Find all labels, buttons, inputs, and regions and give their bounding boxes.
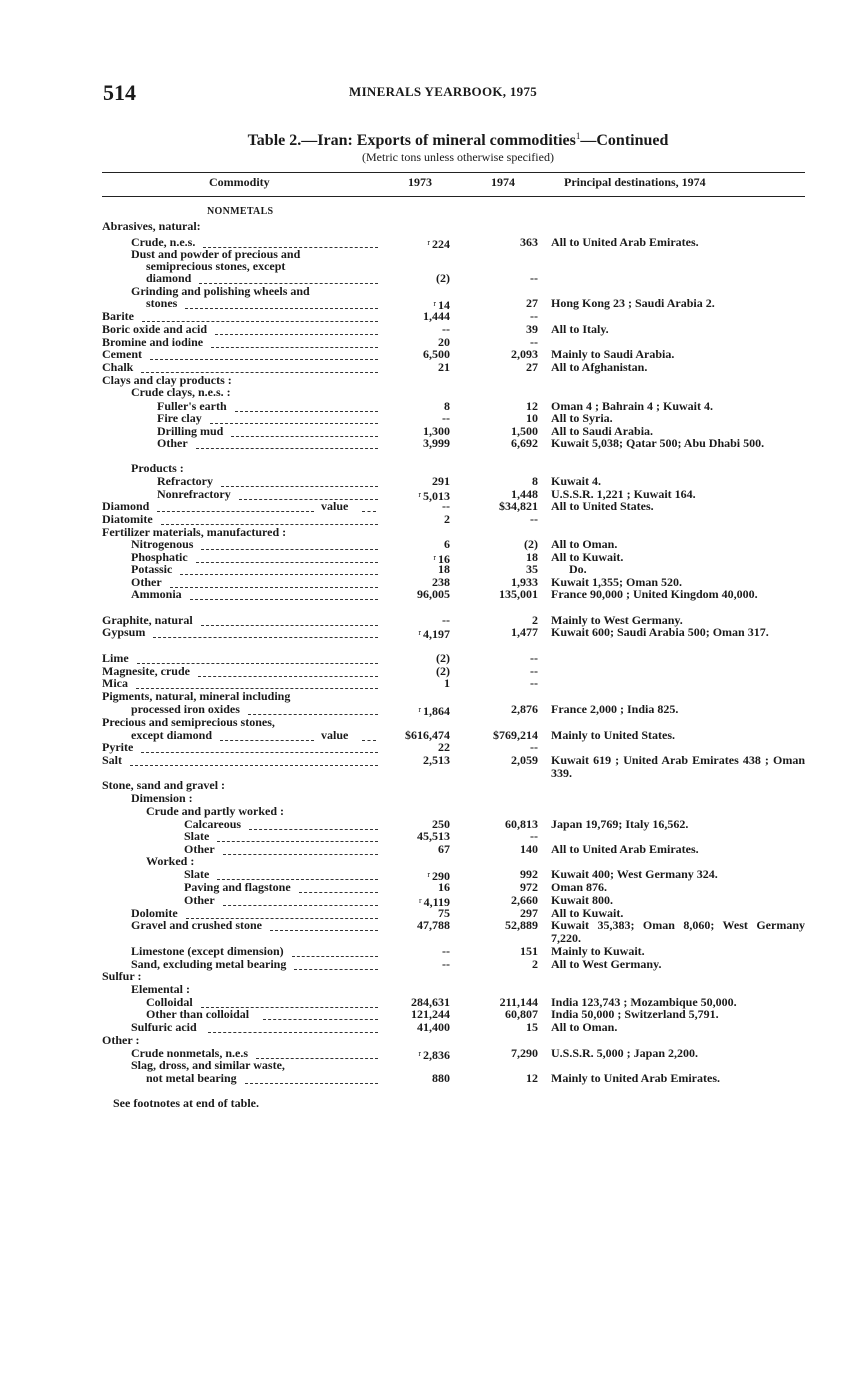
revised-marker: r xyxy=(433,553,436,562)
value-1974: 18 xyxy=(526,550,538,564)
value-1974: 12 xyxy=(526,1071,538,1085)
row-label: Refractory xyxy=(157,474,213,488)
value-1974: 1,477 xyxy=(511,625,538,639)
row-label: Chalk xyxy=(102,360,134,374)
value-1974: 6,692 xyxy=(511,436,538,450)
leader-dots xyxy=(210,414,378,424)
destination: Kuwait 800. xyxy=(551,893,614,907)
value-1974: -- xyxy=(530,829,538,843)
destination: All to United States. xyxy=(551,499,654,513)
destination: U.S.S.R. 1,221 ; Kuwait 164. xyxy=(551,487,696,501)
leader-dots xyxy=(292,947,378,957)
section-heading: NONMETALS xyxy=(207,206,274,217)
leader-dots xyxy=(141,363,378,373)
row-label: Mica xyxy=(102,676,128,690)
value-1973-text: 4,119 xyxy=(423,895,450,909)
row-label: Abrasives, natural: xyxy=(102,219,201,233)
row-label: Other xyxy=(157,436,188,450)
value-1974: 297 xyxy=(520,906,538,920)
row-label: Paving and flagstone xyxy=(184,880,291,894)
row-label: stones xyxy=(146,296,178,310)
leader-dots xyxy=(196,439,378,449)
destination: U.S.S.R. 5,000 ; Japan 2,200. xyxy=(551,1046,699,1060)
row-label: Fire clay xyxy=(157,411,202,425)
value-1973-text: 5,013 xyxy=(423,489,450,503)
row-label: Other than colloidal xyxy=(146,1007,250,1021)
leader-dots xyxy=(249,820,378,830)
row-label: Gypsum xyxy=(102,625,146,639)
value-1973 xyxy=(370,475,450,488)
row-label: Dolomite xyxy=(131,906,178,920)
destination: All to Kuwait. xyxy=(551,550,624,564)
value-1973-text: 284,631 xyxy=(411,995,450,1009)
value-1974: 211,144 xyxy=(499,995,538,1009)
destination: Kuwait 4. xyxy=(551,474,602,488)
row-label: Fuller's earth xyxy=(157,399,227,413)
value-1973 xyxy=(370,310,450,323)
destination: India 123,743 ; Mozambique 50,000. xyxy=(551,995,737,1009)
leader-dots xyxy=(223,896,378,906)
row-label: Bromine and iodine xyxy=(102,335,204,349)
value-1973-text: 67 xyxy=(438,842,450,856)
value-1973 xyxy=(370,754,450,767)
value-1974: 363 xyxy=(520,235,538,249)
row-label: Colloidal xyxy=(146,995,193,1009)
header-commodity: Commodity xyxy=(209,175,270,189)
value-1973-text: 16 xyxy=(438,552,450,566)
destination: All to Syria. xyxy=(551,411,613,425)
value-1973-text: -- xyxy=(442,944,450,958)
leader-dots xyxy=(239,490,378,500)
value-1974: -- xyxy=(530,271,538,285)
row-label: except diamond xyxy=(131,728,212,742)
leader-dots xyxy=(196,553,378,563)
destination: France 2,000 ; India 825. xyxy=(551,702,679,716)
leader-dots xyxy=(208,1023,378,1033)
destination: Kuwait 5,038; Qatar 500; Abu Dhabi 500. xyxy=(551,436,765,450)
value-1974: 1,448 xyxy=(511,487,538,501)
row-label: Crude, n.e.s. xyxy=(131,235,196,249)
row-label: Diamond xyxy=(102,499,150,513)
destination: Mainly to West Germany. xyxy=(551,613,683,627)
value-1973-text: -- xyxy=(442,499,450,513)
running-title: MINERALS YEARBOOK, 1975 xyxy=(349,84,538,99)
leader-dots xyxy=(211,338,378,348)
leader-dots xyxy=(185,299,378,309)
leader-dots xyxy=(220,731,314,741)
row-label: Boric oxide and acid xyxy=(102,322,208,336)
value-1973-text: 16 xyxy=(438,880,450,894)
leader-dots xyxy=(199,274,378,284)
row-label: Worked : xyxy=(146,854,195,868)
row-label: Other : xyxy=(102,1033,140,1047)
value-1974: 2,876 xyxy=(511,702,538,716)
leader-dots xyxy=(294,960,378,970)
value-1973 xyxy=(370,588,450,601)
leader-dots xyxy=(157,502,314,512)
value-1974: (2) xyxy=(524,537,538,551)
value-1974: -- xyxy=(530,664,538,678)
value-1974: 35 xyxy=(526,562,538,576)
value-1973-text: 8 xyxy=(444,399,450,413)
leader-dots xyxy=(263,1010,378,1020)
value-1973 xyxy=(370,500,450,513)
row-label: Grinding and polishing wheels and xyxy=(131,284,310,298)
value-1973 xyxy=(370,361,450,374)
value-1974: -- xyxy=(530,309,538,323)
row-label: Slate xyxy=(184,829,210,843)
row-label: processed iron oxides xyxy=(131,702,240,716)
destination: Oman 876. xyxy=(551,880,608,894)
value-1974: -- xyxy=(530,651,538,665)
value-1973 xyxy=(370,958,450,971)
row-label: Fertilizer materials, manufactured : xyxy=(102,525,287,539)
row-label: Diatomite xyxy=(102,512,153,526)
value-1973-text: 6,500 xyxy=(423,347,450,361)
table-title xyxy=(0,131,866,150)
row-label: Pigments, natural, mineral including xyxy=(102,689,291,703)
header-bottom-rule xyxy=(102,196,805,197)
leader-dots xyxy=(190,590,378,600)
leader-dots xyxy=(215,325,378,335)
destination: All to Oman. xyxy=(551,537,618,551)
leader-dots xyxy=(235,402,378,412)
row-label: Calcareous xyxy=(184,817,242,831)
destination: Kuwait 600; Saudi Arabia 500; Oman 317. xyxy=(551,625,769,639)
value-1974: -- xyxy=(530,676,538,690)
leader-dots xyxy=(248,705,378,715)
header-1974: 1974 xyxy=(491,175,515,189)
row-label: Cement xyxy=(102,347,142,361)
row-label: Elemental : xyxy=(131,982,190,996)
leader-dots xyxy=(142,312,378,322)
destination: Oman 4 ; Bahrain 4 ; Kuwait 4. xyxy=(551,399,714,413)
value-1973-text: 224 xyxy=(432,237,450,251)
leader-dots xyxy=(270,921,378,931)
value-1973 xyxy=(370,437,450,450)
value-1973-text: 291 xyxy=(432,474,450,488)
value-1974: 135,001 xyxy=(499,587,538,601)
leader-dots xyxy=(198,667,378,677)
leader-dots xyxy=(180,565,378,575)
leader-dots xyxy=(141,743,378,753)
value-1973-text: 1,300 xyxy=(423,424,450,438)
value-1974: 2,660 xyxy=(511,893,538,907)
leader-dots xyxy=(217,870,378,880)
value-1973-text: 14 xyxy=(438,298,450,312)
row-label: Barite xyxy=(102,309,134,323)
value-1974: 2 xyxy=(532,613,538,627)
value-1974: $769,214 xyxy=(493,728,538,742)
row-label: Graphite, natural xyxy=(102,613,193,627)
revised-marker: r xyxy=(418,1049,421,1058)
value-1973-text: 21 xyxy=(438,360,450,374)
row-label: Limestone (except dimension) xyxy=(131,944,284,958)
header-top-rule xyxy=(102,172,805,173)
value-1973 xyxy=(370,1021,450,1034)
table-title-main: Table 2.—Iran: Exports of mineral commodities xyxy=(247,132,576,149)
destination: All to Kuwait. xyxy=(551,906,624,920)
leader-dots xyxy=(223,845,378,855)
value-1973-text: 121,244 xyxy=(411,1007,450,1021)
destination: All to United Arab Emirates. xyxy=(551,842,699,856)
value-1973-text: 2,513 xyxy=(423,753,450,767)
value-1974: 140 xyxy=(520,842,538,856)
value-1973-text: -- xyxy=(442,957,450,971)
destination: All to Saudi Arabia. xyxy=(551,424,654,438)
value-1974: 2 xyxy=(532,957,538,971)
unit-label: value xyxy=(321,499,349,513)
leader-dots xyxy=(245,1074,378,1084)
row-label: Sulfuric acid xyxy=(131,1020,197,1034)
value-1973-text: -- xyxy=(442,613,450,627)
row-label: Ammonia xyxy=(131,587,182,601)
header-destinations: Principal destinations, 1974 xyxy=(564,175,706,189)
destination: Hong Kong 23 ; Saudi Arabia 2. xyxy=(551,296,715,310)
row-label: Precious and semiprecious stones, xyxy=(102,715,275,729)
value-1974: $34,821 xyxy=(499,499,538,513)
row-label: Dust and powder of precious and xyxy=(131,247,301,261)
destination: Mainly to United Arab Emirates. xyxy=(551,1071,720,1085)
destination: Kuwait 619 ; United Arab Emirates 438 ; Oman 339. xyxy=(551,753,805,780)
value-1973-text: 4,197 xyxy=(423,627,450,641)
value-1973 xyxy=(370,945,450,958)
value-1973-text: 75 xyxy=(438,906,450,920)
destination: France 90,000 ; United Kingdom 40,000. xyxy=(551,587,758,601)
value-1974: 1,500 xyxy=(511,424,538,438)
row-label: Dimension : xyxy=(131,791,193,805)
destination: Mainly to Kuwait. xyxy=(551,944,645,958)
destination: Kuwait 35,383; Oman 8,060; West Germany 7,220. xyxy=(551,918,805,945)
value-1973 xyxy=(370,538,450,551)
leader-dots xyxy=(153,628,378,638)
leader-dots xyxy=(201,616,378,626)
value-1973-text: 1 xyxy=(444,676,450,690)
row-label: Slag, dross, and similar waste, xyxy=(131,1058,285,1072)
value-1973-text: 96,005 xyxy=(417,587,450,601)
value-1973-text: 238 xyxy=(432,575,450,589)
destination: All to United Arab Emirates. xyxy=(551,235,699,249)
row-label: Products : xyxy=(131,461,184,475)
unit-label: value xyxy=(321,728,349,742)
row-label: Crude and partly worked : xyxy=(146,804,285,818)
value-1974: 27 xyxy=(526,360,538,374)
destination: India 50,000 ; Switzerland 5,791. xyxy=(551,1007,719,1021)
value-1973-text: 22 xyxy=(438,740,450,754)
revised-marker: r xyxy=(427,870,430,879)
row-label: Other xyxy=(184,893,215,907)
destination: Do. xyxy=(551,562,587,576)
row-label: Phosphatic xyxy=(131,550,188,564)
value-1974: 972 xyxy=(520,880,538,894)
row-label: Crude clays, n.e.s. : xyxy=(131,385,231,399)
value-1973 xyxy=(370,236,450,251)
value-1973-text: (2) xyxy=(436,271,450,285)
row-label: semiprecious stones, except xyxy=(146,259,286,273)
value-1974: 15 xyxy=(526,1020,538,1034)
leader-dots xyxy=(150,350,378,360)
value-1974: -- xyxy=(530,740,538,754)
value-1974: 52,889 xyxy=(505,918,538,932)
value-1973-text: 1,864 xyxy=(423,704,450,718)
leader-dots xyxy=(170,578,378,588)
row-label: Gravel and crushed stone xyxy=(131,918,263,932)
value-1973-text: (2) xyxy=(436,651,450,665)
destination: All to West Germany. xyxy=(551,957,662,971)
value-1973-text: (2) xyxy=(436,664,450,678)
value-1973-text: 41,400 xyxy=(417,1020,450,1034)
row-label: Salt xyxy=(102,753,123,767)
leader-dots xyxy=(299,883,378,893)
value-1974: 60,813 xyxy=(505,817,538,831)
value-1973-text: 1,444 xyxy=(423,309,450,323)
revised-marker: r xyxy=(433,299,436,308)
leader-dots xyxy=(137,654,378,664)
value-1973-text: 250 xyxy=(432,817,450,831)
value-1973 xyxy=(370,513,450,526)
row-label: Clays and clay products : xyxy=(102,373,232,387)
value-1974: 7,290 xyxy=(511,1046,538,1060)
value-1974: -- xyxy=(530,335,538,349)
value-1973 xyxy=(370,843,450,856)
value-1974: 1,933 xyxy=(511,575,538,589)
value-1973 xyxy=(370,272,450,285)
value-1973-text: -- xyxy=(442,411,450,425)
row-label: Lime xyxy=(102,651,129,665)
row-label: Pyrite xyxy=(102,740,134,754)
value-1973 xyxy=(370,881,450,894)
destination: All to Afghanistan. xyxy=(551,360,648,374)
revised-marker: r xyxy=(418,490,421,499)
revised-marker: r xyxy=(418,705,421,714)
value-1973-text: 20 xyxy=(438,335,450,349)
row-label: Crude nonmetals, n.e.s xyxy=(131,1046,249,1060)
destination: All to Italy. xyxy=(551,322,609,336)
row-label: Other xyxy=(131,575,162,589)
value-1973 xyxy=(370,626,450,641)
leader-dots xyxy=(231,427,378,437)
row-label: Potassic xyxy=(131,562,173,576)
leader-dots xyxy=(136,679,378,689)
row-label: Sulfur : xyxy=(102,969,142,983)
destination: Mainly to United States. xyxy=(551,728,675,742)
leader-dots xyxy=(217,832,378,842)
value-1973 xyxy=(370,1072,450,1085)
value-1974: 992 xyxy=(520,867,538,881)
leader-dots xyxy=(221,477,378,487)
table-title-suffix: —Continued xyxy=(580,132,669,149)
header-1973: 1973 xyxy=(408,175,432,189)
table-title-footnote-ref: 1 xyxy=(575,131,581,141)
destination: Japan 19,769; Italy 16,562. xyxy=(551,817,689,831)
row-label: Magnesite, crude xyxy=(102,664,190,678)
value-1973-text: 45,513 xyxy=(417,829,450,843)
value-1973-text: 290 xyxy=(432,869,450,883)
leader-dots xyxy=(161,515,378,525)
value-1973-text: 18 xyxy=(438,562,450,576)
value-1974: 10 xyxy=(526,411,538,425)
value-1974: 60,807 xyxy=(505,1007,538,1021)
value-1974: 8 xyxy=(532,474,538,488)
row-label: Slate xyxy=(184,867,210,881)
destination: Kuwait 400; West Germany 324. xyxy=(551,867,718,881)
value-1973-text: -- xyxy=(442,322,450,336)
row-label: Nonrefractory xyxy=(157,487,231,501)
row-label: not metal bearing xyxy=(146,1071,237,1085)
destination: Kuwait 1,355; Oman 520. xyxy=(551,575,683,589)
revised-marker: r xyxy=(418,628,421,637)
row-label: Stone, sand and gravel : xyxy=(102,778,226,792)
leader-dots xyxy=(130,756,378,766)
row-label: Drilling mud xyxy=(157,424,224,438)
value-1973-text: 2,836 xyxy=(423,1048,450,1062)
value-1973-text: 880 xyxy=(432,1071,450,1085)
value-1973-text: 3,999 xyxy=(423,436,450,450)
value-1974: 12 xyxy=(526,399,538,413)
value-1974: 39 xyxy=(526,322,538,336)
value-1973-text: 47,788 xyxy=(417,918,450,932)
value-1973-text: $616,474 xyxy=(405,728,450,742)
value-1974: -- xyxy=(530,512,538,526)
row-label: Nitrogenous xyxy=(131,537,194,551)
row-label: Sand, excluding metal bearing xyxy=(131,957,287,971)
value-1973 xyxy=(370,703,450,718)
page-number: 514 xyxy=(103,80,136,105)
leader-dots xyxy=(201,540,378,550)
destination: All to Oman. xyxy=(551,1020,618,1034)
value-1973 xyxy=(370,919,450,932)
row-label: diamond xyxy=(146,271,192,285)
value-1974: 2,059 xyxy=(511,753,538,767)
value-1974: 27 xyxy=(526,296,538,310)
value-1973 xyxy=(370,677,450,690)
footnote: See footnotes at end of table. xyxy=(113,1096,259,1110)
value-1973-text: 2 xyxy=(444,512,450,526)
value-1973 xyxy=(370,1047,450,1062)
table-subtitle: (Metric tons unless otherwise specified) xyxy=(362,150,554,164)
destination: Mainly to Saudi Arabia. xyxy=(551,347,675,361)
value-1973-text: 6 xyxy=(444,537,450,551)
value-1974: 2,093 xyxy=(511,347,538,361)
revised-marker: r xyxy=(427,238,430,247)
row-label: Other xyxy=(184,842,215,856)
value-1974: 151 xyxy=(520,944,538,958)
revised-marker: r xyxy=(418,896,422,905)
